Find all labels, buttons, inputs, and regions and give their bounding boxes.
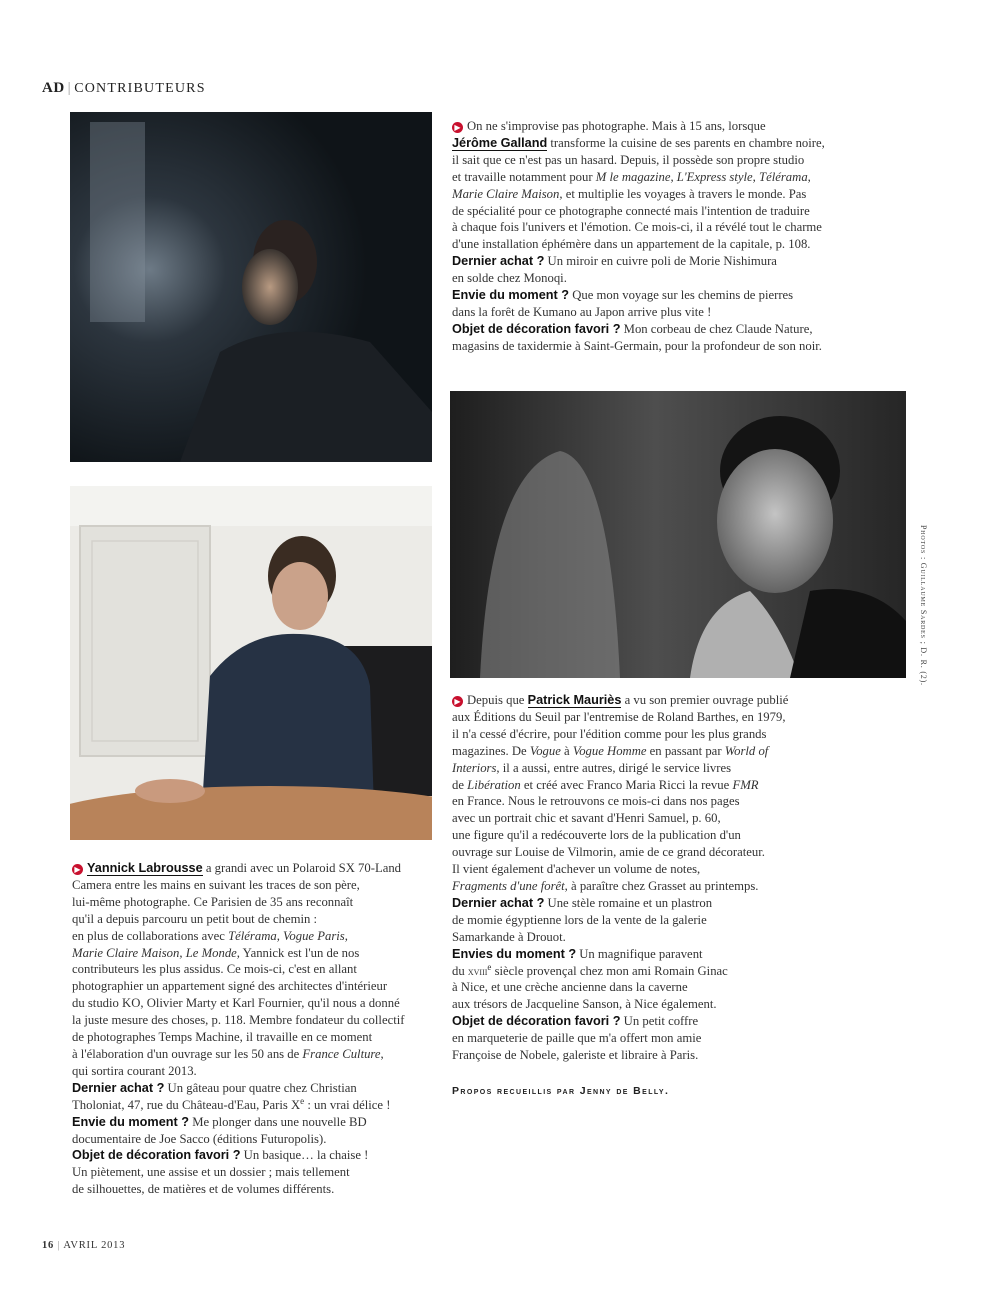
bio-text: du studio KO, Olivier Marty et Karl Fournier, qu'il nous a donné: [72, 996, 400, 1011]
header-separator: |: [67, 80, 72, 96]
bio-text: une figure qu'il a redécouverte lors de la publication d'un: [452, 828, 741, 843]
publication-title: Vogue: [529, 743, 561, 758]
answer-text: à Nice, et une crèche ancienne dans la caverne: [452, 980, 688, 995]
answer-text: documentaire de Joe Sacco (éditions Futuropolis).: [72, 1131, 327, 1146]
bio-text: en passant par: [646, 743, 725, 758]
bio-text: magazines. De: [452, 743, 530, 758]
bio-text: Depuis que: [467, 693, 528, 707]
bio-yannick-labrousse: [72, 860, 442, 1198]
bio-text: et créé avec Franco Maria Ricci la revue: [520, 777, 733, 792]
answer-text: Me plonger dans une nouvelle BD: [189, 1114, 367, 1129]
publication-titles: Marie Claire Maison,: [452, 186, 563, 201]
publication-titles: Télérama, Vogue Paris,: [228, 928, 348, 943]
bio-text: en France. Nous le retrouvons ce mois-ci dans nos pages: [452, 794, 740, 809]
superscript: e: [487, 961, 492, 972]
bio-text: à chaque fois l'univers et l'émotion. Ce mois-ci, il a révélé tout le charme: [452, 220, 822, 235]
publication-title: Fragments d'une forêt: [452, 878, 565, 893]
answer-text: Une stèle romaine et un plastron: [544, 895, 713, 910]
publication-titles: M le magazine, L'Express style, Télérama,: [595, 169, 811, 184]
bio-text: ,: [380, 1046, 384, 1061]
answer-text: Mon corbeau de chez Claude Nature,: [620, 321, 813, 336]
question-label: Dernier achat ?: [72, 1080, 165, 1095]
bio-text: qu'il a depuis parcouru un petit bout de chemin :: [72, 911, 318, 926]
bio-text: de: [452, 777, 468, 792]
answer-text: du: [452, 963, 468, 978]
century-numeral: xviii: [467, 963, 488, 978]
bio-text: lui-même photographe. Ce Parisien de 35 ans reconnaît: [72, 894, 354, 909]
answer-text: en solde chez Monoqi.: [452, 271, 567, 286]
publication-title: World of: [724, 743, 769, 758]
question-label: Dernier achat ?: [452, 895, 545, 910]
answer-text: Un basique… la chaise !: [240, 1148, 369, 1163]
bio-text: à: [560, 743, 573, 758]
bio-text: d'une installation éphémère dans un appartement de la capitale, p. 108.: [452, 237, 811, 252]
photo-credit: Photos : Guillaume Sardes ; D. R. (2).: [919, 525, 928, 686]
answer-text: Un miroir en cuivre poli de Morie Nishimura: [544, 254, 777, 269]
bio-jerome-galland: [452, 118, 897, 355]
bio-text: qui sortira courant 2013.: [72, 1063, 197, 1078]
page-header: [42, 80, 206, 97]
photo-jerome-galland: [70, 112, 432, 462]
publication-title: Interiors: [452, 760, 497, 775]
answer-text: de momie égyptienne lors de la vente de la galerie: [452, 912, 707, 927]
photo-yannick-labrousse: [70, 486, 432, 840]
answer-text: Un piètement, une assise et un dossier ; mais tellement: [72, 1165, 350, 1180]
publication-title: Vogue Homme: [572, 743, 647, 758]
answer-text: de silhouettes, de matières et de volumes différents.: [72, 1182, 335, 1197]
page-number: 16: [42, 1240, 55, 1251]
answer-text: Un gâteau pour quatre chez Christian: [164, 1080, 357, 1095]
contributor-name: Jérôme Galland: [452, 135, 548, 150]
contributor-name: Patrick Mauriès: [527, 693, 622, 707]
answer-text: dans la forêt de Kumano au Japon arrive plus vite !: [452, 304, 712, 319]
bio-text: à l'élaboration d'un ouvrage sur les 50 ans de: [72, 1046, 303, 1061]
bio-text: contributeurs les plus assidus. Ce mois-ci, c'est en allant: [72, 962, 357, 977]
bio-text: ouvrage sur Louise de Vilmorin, amie de ce grand décorateur.: [452, 845, 765, 860]
answer-text: en marqueterie de paille que m'a offert mon amie: [452, 1031, 702, 1046]
answer-text: Samarkande à Drouot.: [452, 929, 566, 944]
bio-text: Camera entre les mains en suivant les traces de son père,: [72, 877, 360, 892]
answer-text: Un magnifique paravent: [576, 946, 703, 961]
bio-text: avec un portrait chic et savant d'Henri Samuel, p. 60,: [452, 811, 721, 826]
bio-text: a vu son premier ouvrage publié: [621, 693, 789, 707]
publication-title: FMR: [732, 777, 759, 792]
question-label: Objet de décoration favori ?: [72, 1148, 241, 1163]
bio-text: la juste mesure des choses, p. 118. Membre fondateur du collectif: [72, 1013, 405, 1028]
bio-text: en plus de collaborations avec: [72, 928, 229, 943]
answer-text: Tholoniat, 47, rue du Château-d'Eau, Paris X: [72, 1097, 301, 1112]
page-footer: [42, 1240, 125, 1251]
bio-text: transforme la cuisine de ses parents en chambre noire,: [550, 135, 825, 150]
answer-text: magasins de taxidermie à Saint-Germain, pour la profondeur de son noir.: [452, 338, 822, 353]
answer-text: : un vrai délice !: [304, 1097, 391, 1112]
publication-title: Libération: [467, 777, 521, 792]
answer-text: Que mon voyage sur les chemins de pierres: [569, 288, 794, 303]
bio-text: a grandi avec un Polaroid SX 70-Land: [202, 861, 402, 875]
bio-text: , à paraître chez Grasset au printemps.: [564, 878, 759, 893]
bio-text: aux Éditions du Seuil par l'entremise de Roland Barthes, en 1979,: [452, 709, 786, 724]
question-label: Dernier achat ?: [452, 254, 545, 269]
question-label: Envie du moment ?: [72, 1114, 190, 1129]
bio-text: , il a aussi, entre autres, dirigé le service livres: [496, 760, 732, 775]
issue-date: AVRIL 2013: [63, 1240, 126, 1251]
bio-text: de photographes Temps Machine, il travaille en ce moment: [72, 1030, 373, 1045]
bio-text: photographier un appartement signé des architectes d'intérieur: [72, 979, 388, 994]
bio-text: et travaille notamment pour: [452, 169, 596, 184]
answer-text: aux trésors de Jacqueline Sanson, à Nice également.: [452, 997, 717, 1012]
bio-text: Il vient également d'achever un volume de notes,: [452, 862, 701, 877]
question-label: Envies du moment ?: [452, 946, 577, 961]
bio-text: il n'a cessé d'écrire, pour l'édition comme pour les plus grands: [452, 726, 767, 741]
footer-separator: |: [57, 1240, 61, 1251]
question-label: Objet de décoration favori ?: [452, 1014, 621, 1029]
answer-text: siècle provençal chez mon ami Romain Ginac: [491, 963, 728, 978]
bio-text: de spécialité pour ce photographe connecté mais l'intention de traduire: [452, 203, 810, 218]
bio-text: et multiplie les voyages à travers le monde. Pas: [562, 186, 807, 201]
interview-byline: Propos recueillis par Jenny de Belly.: [452, 1085, 670, 1097]
question-label: Envie du moment ?: [452, 288, 570, 303]
contributor-name: Yannick Labrousse: [87, 861, 203, 875]
bullet-icon: ▶: [452, 122, 463, 133]
question-label: Objet de décoration favori ?: [452, 321, 621, 336]
publication-title: France Culture: [302, 1046, 381, 1061]
answer-text: Françoise de Nobele, galeriste et libraire à Paris.: [452, 1048, 699, 1063]
answer-text: Un petit coffre: [620, 1014, 699, 1029]
photo-patrick-mauries: [450, 391, 906, 678]
superscript: e: [300, 1095, 305, 1106]
magazine-logo: AD: [42, 80, 65, 96]
bio-patrick-mauries: [452, 692, 897, 1064]
bio-text: On ne s'improvise pas photographe. Mais à 15 ans, lorsque: [467, 119, 766, 133]
bullet-icon: ▶: [72, 864, 83, 875]
bio-text: Yannick est l'un de nos: [239, 945, 360, 960]
bio-text: il sait que ce n'est pas un hasard. Depuis, il possède son propre studio: [452, 152, 805, 167]
publication-titles: Marie Claire Maison, Le Monde,: [72, 945, 240, 960]
section-title: CONTRIBUTEURS: [74, 81, 206, 96]
bullet-icon: ▶: [452, 696, 463, 707]
